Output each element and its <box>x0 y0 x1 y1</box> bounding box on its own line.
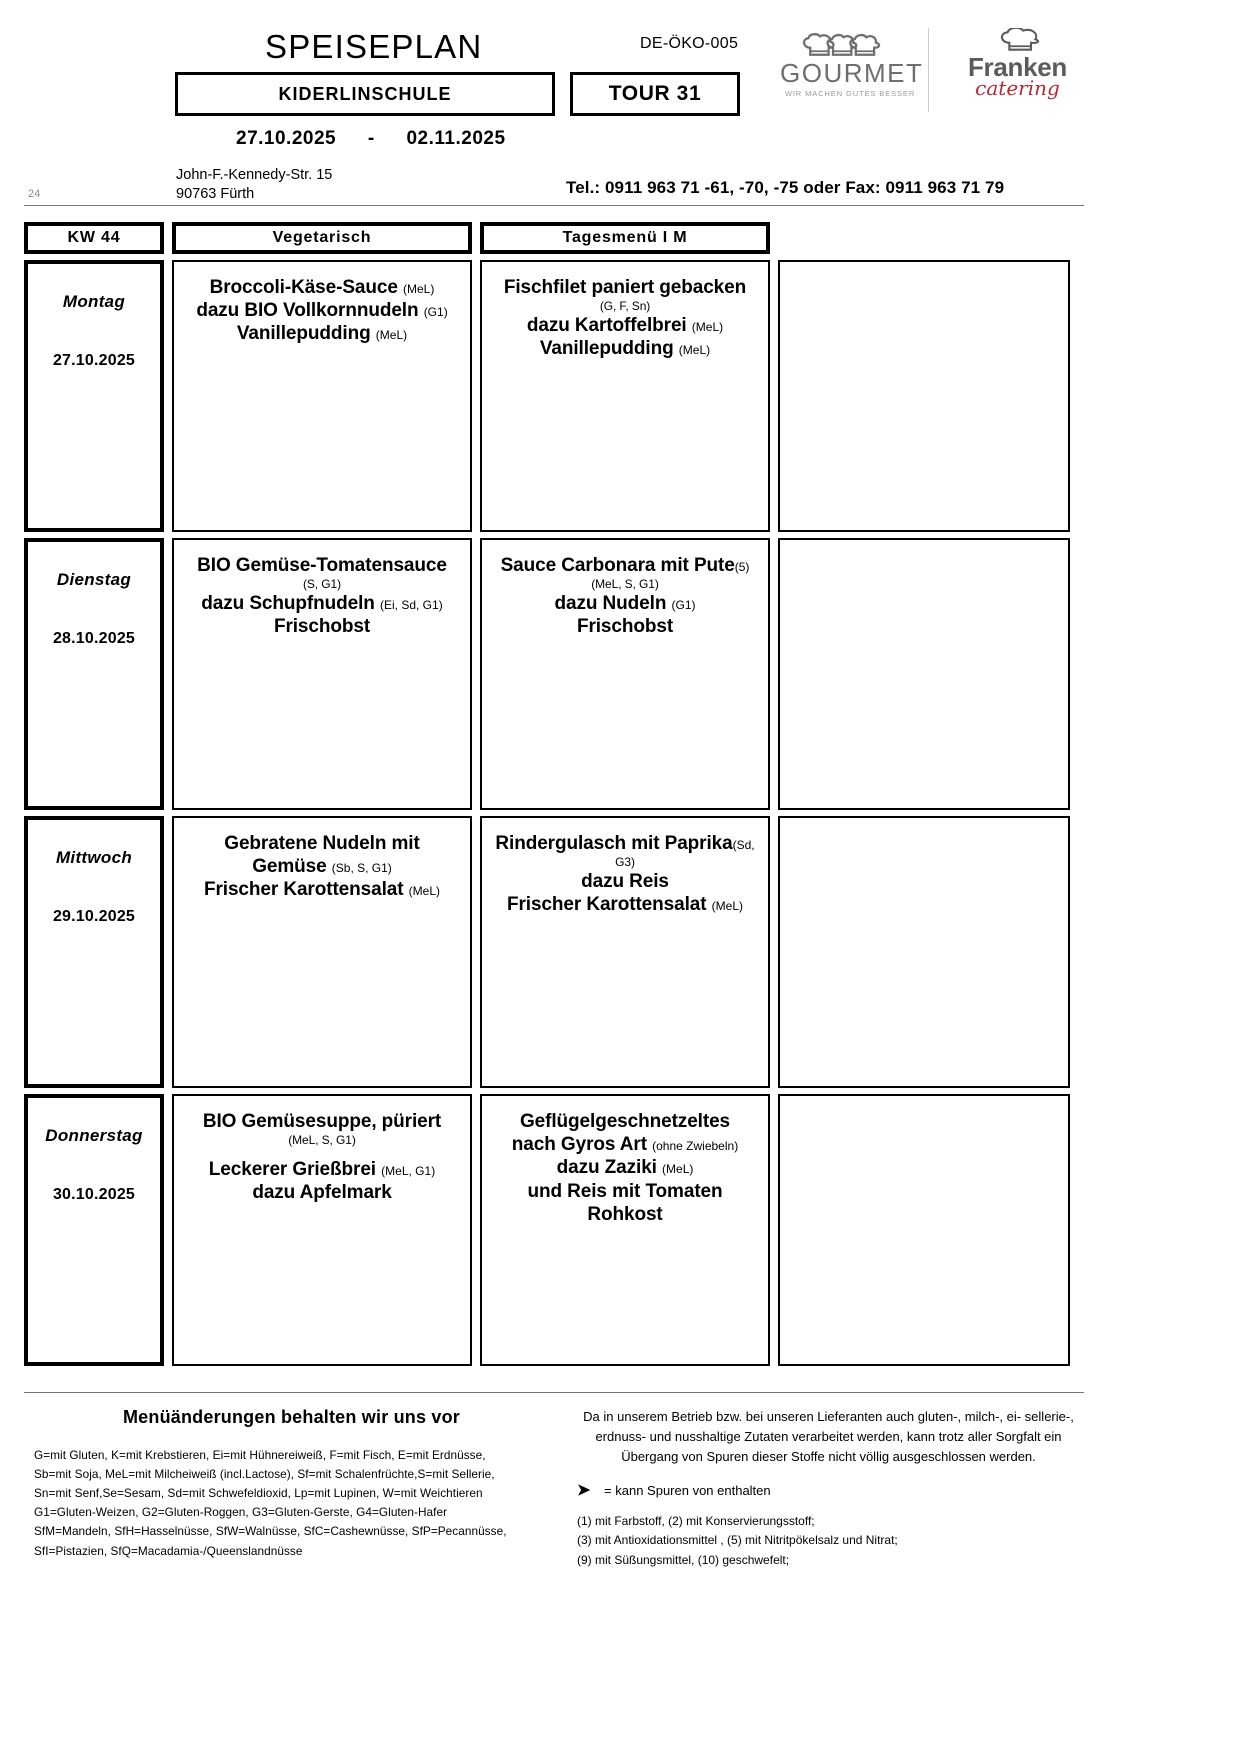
franken-wordmark: Franken <box>967 52 1068 82</box>
dish-item <box>490 1203 760 1226</box>
day-name: Donnerstag <box>45 1126 143 1145</box>
dish-allergens: (G1) <box>671 598 696 613</box>
day-date: 28.10.2025 <box>52 630 136 647</box>
dish-name: dazu Nudeln <box>554 593 667 615</box>
vegetarian-cell-thursday <box>172 1094 472 1366</box>
table-row <box>24 538 1086 810</box>
additive-line: (9) mit Süßungsmittel, (10) geschwefelt; <box>577 1552 790 1567</box>
allergen-legend-section <box>24 1407 549 1570</box>
dailymenu-cell-monday <box>480 260 770 532</box>
extra-cell-thursday <box>778 1094 1070 1366</box>
vegetarian-cell-tuesday <box>172 538 472 810</box>
vegetarian-cell-monday <box>172 260 472 532</box>
dish-allergens: (MeL) <box>711 899 743 914</box>
page-title: SPEISEPLAN <box>265 28 483 65</box>
tour-box <box>570 72 740 116</box>
dish-allergens-secondary: (MeL, S, G1) <box>591 577 659 592</box>
dish-allergens: (MeL, G1) <box>381 1164 436 1179</box>
extra-cell-tuesday <box>778 538 1070 810</box>
dish-item <box>182 276 462 299</box>
dish-allergens: (MeL) <box>403 282 435 296</box>
day-cell-wednesday <box>24 816 164 1088</box>
table-row <box>24 816 1086 1088</box>
dish-allergens: (Sb, S, G1) <box>331 861 392 876</box>
catering-wordmark: catering <box>975 76 1060 100</box>
dish-name: Gemüse <box>252 856 327 878</box>
dailymenu-cell-tuesday <box>480 538 770 810</box>
dish-name: Frischer Karottensalat <box>203 879 404 901</box>
disclaimer-section <box>549 1407 1086 1570</box>
dish-item <box>490 1110 760 1133</box>
legend-line: G=mit Gluten, K=mit Krebstieren, Ei=mit Hühnereiweiß, F=mit Fisch, E=mit Erdnüsse, <box>34 1448 486 1462</box>
dailymenu-cell-wednesday <box>480 816 770 1088</box>
gourmet-tagline: WIR MACHEN GUTES BESSER <box>784 89 916 99</box>
dish-allergens: (G1) <box>423 305 448 320</box>
additive-line: (1) mit Farbstoff, (2) mit Konservierungsstoff; <box>577 1514 815 1529</box>
dish-name: Gebratene Nudeln mit <box>224 833 420 854</box>
tour-label: TOUR 31 <box>608 82 702 105</box>
page-number: 24 <box>28 188 41 200</box>
dish-allergens: (ohne Zwiebeln) <box>652 1139 739 1154</box>
header-divider <box>24 205 1084 206</box>
dish-item <box>490 615 760 638</box>
address-block <box>176 166 332 205</box>
dish-name: Fischfilet paniert gebacken <box>503 277 747 298</box>
dish-name: nach Gyros Art <box>511 1134 647 1156</box>
dish-name: Vanillepudding <box>539 338 674 360</box>
page-header <box>0 0 1240 203</box>
dish-item <box>182 592 462 615</box>
day-cell-thursday <box>24 1094 164 1366</box>
column-header-week <box>24 222 164 254</box>
dish-name: dazu Schupfnudeln <box>201 593 375 615</box>
dailymenu-cell-thursday <box>480 1094 770 1366</box>
logo-divider <box>928 28 929 112</box>
school-name: KIDERLINSCHULE <box>278 83 452 104</box>
eco-certification-label: DE-ÖKO-005 <box>640 35 739 52</box>
dish-item <box>490 1180 760 1203</box>
dish-allergens: (MeL) <box>691 320 724 335</box>
dish-item <box>182 615 462 638</box>
date-dash: - <box>367 128 375 149</box>
school-name-box <box>175 72 555 116</box>
dish-allergens: (Sd, <box>732 838 755 852</box>
dish-item <box>182 1181 462 1204</box>
date-to: 02.11.2025 <box>406 128 506 149</box>
dish-name: BIO Gemüsesuppe, püriert <box>202 1111 442 1132</box>
legend-line: SfM=Mandeln, SfH=Hasselnüsse, SfW=Walnüsse, SfC=Cashewnüsse, SfP=Pecannüsse, <box>34 1524 507 1539</box>
dish-spacer <box>182 1148 462 1158</box>
dish-name: BIO Gemüse-Tomatensauce <box>197 555 447 576</box>
legend-line: G1=Gluten-Weizen, G2=Gluten-Roggen, G3=Gluten-Gerste, G4=Gluten-Hafer <box>34 1505 448 1520</box>
trace-disclaimer: Da in unserem Betrieb bzw. bei unseren Lieferanten auch gluten-, milch-, ei- sellerie-, erdnuss- und nusshaltige Zutaten verarbeitet werden, kann trotz aller Sorgfalt ein Übergang von Spuren dieser Stoffe nicht völlig ausgeschlossen werden. <box>583 1409 1074 1464</box>
dish-name: Rohkost <box>587 1203 663 1225</box>
dish-item <box>182 832 462 855</box>
dish-name: Frischer Karottensalat <box>506 894 707 916</box>
franken-catering-logo <box>945 28 1090 99</box>
dish-item <box>490 893 760 916</box>
day-name: Mittwoch <box>55 848 133 867</box>
dish-allergens: (MeL, S, G1) <box>288 1133 356 1148</box>
column-header-extra <box>778 222 1070 254</box>
dish-name: Sauce Carbonara mit Pute <box>500 555 735 576</box>
dish-allergens: (Ei, Sd, G1) <box>380 598 443 613</box>
dish-allergens: (5) <box>734 560 750 574</box>
menu-table <box>24 222 1086 1372</box>
dish-item <box>490 592 760 615</box>
dish-item <box>490 870 760 893</box>
dish-name: dazu Zaziki <box>556 1157 657 1179</box>
page-footer <box>24 1392 1086 1570</box>
column-header-vegetarian-label: Vegetarisch <box>272 229 372 246</box>
dish-item <box>490 1156 760 1179</box>
address-street: John-F.-Kennedy-Str. 15 <box>176 167 333 183</box>
dish-item <box>490 337 760 360</box>
dish-name: Rindergulasch mit Paprika <box>495 833 733 854</box>
trace-symbol-text: = kann Spuren von enthalten <box>604 1483 771 1499</box>
dish-item <box>490 276 760 314</box>
dish-item <box>490 314 760 337</box>
legend-line: Sb=mit Soja, MeL=mit Milcheiweiß (incl.Lactose), Sf=mit Schalenfrüchte,S=mit Sellerie, <box>34 1467 495 1482</box>
footer-divider <box>24 1392 1084 1393</box>
chef-hats-icon <box>798 32 903 60</box>
dish-name: Frischobst <box>273 616 371 638</box>
dish-name: Leckerer Grießbrei <box>208 1159 376 1181</box>
dish-item <box>182 1158 462 1181</box>
dish-name: und Reis mit Tomaten <box>527 1180 723 1202</box>
legend-line: Sn=mit Senf,Se=Sesam, Sd=mit Schwefeldioxid, Lp=mit Lupinen, W=mit Weichtieren <box>34 1486 483 1501</box>
menu-change-notice: Menüänderungen behalten wir uns vor <box>122 1407 461 1427</box>
extra-cell-wednesday <box>778 816 1070 1088</box>
date-range <box>236 128 506 150</box>
contact-info: Tel.: 0911 963 71 -61, -70, -75 oder Fax: 0911 963 71 79 <box>566 178 1005 197</box>
table-header-row <box>24 222 1086 254</box>
extra-cell-monday <box>778 260 1070 532</box>
day-cell-monday <box>24 260 164 532</box>
dish-allergens: (G, F, Sn) <box>599 299 651 314</box>
dish-allergens: (MeL) <box>662 1162 694 1177</box>
column-header-dailymenu <box>480 222 770 254</box>
day-date: 27.10.2025 <box>52 352 136 369</box>
dish-allergens: (MeL) <box>678 343 711 358</box>
day-date: 30.10.2025 <box>52 1186 136 1203</box>
dish-item <box>182 1110 462 1148</box>
legend-line: SfI=Pistazien, SfQ=Macadamia-/Queenslandnüsse <box>34 1543 303 1558</box>
dish-name: Geflügelgeschnetzeltes <box>519 1111 731 1132</box>
dish-allergens: (S, G1) <box>303 577 341 592</box>
column-header-vegetarian <box>172 222 472 254</box>
dish-name: dazu Reis <box>581 871 669 893</box>
day-name: Montag <box>62 292 126 311</box>
dish-name: dazu BIO Vollkornnudeln <box>196 300 419 322</box>
dish-name: Frischobst <box>576 616 674 638</box>
column-header-week-label: KW 44 <box>67 229 121 246</box>
table-row <box>24 1094 1086 1366</box>
trace-symbol-row <box>571 1480 1086 1500</box>
dish-allergens: (MeL) <box>408 884 440 899</box>
dish-item <box>490 554 760 592</box>
address-city: 90763 Fürth <box>176 186 255 203</box>
day-date: 29.10.2025 <box>52 908 136 925</box>
day-name: Dienstag <box>56 570 132 589</box>
dish-item <box>182 554 462 592</box>
column-header-dailymenu-label: Tagesmenü I M <box>562 229 688 246</box>
dish-allergens: (MeL) <box>375 328 408 343</box>
dish-name: dazu Kartoffelbrei <box>526 315 687 337</box>
day-cell-tuesday <box>24 538 164 810</box>
dish-item <box>182 322 462 345</box>
dish-item <box>182 299 462 322</box>
additive-line: (3) mit Antioxidationsmittel , (5) mit Nitritpökelsalz und Nitrat; <box>577 1533 898 1548</box>
dish-item <box>182 855 462 878</box>
dish-name: dazu Apfelmark <box>252 1182 392 1204</box>
gourmet-wordmark: GOURMET <box>780 58 924 88</box>
vegetarian-cell-wednesday <box>172 816 472 1088</box>
table-row <box>24 260 1086 532</box>
chef-hat-icon <box>992 28 1044 54</box>
date-from: 27.10.2025 <box>236 128 337 149</box>
dish-item <box>182 878 462 901</box>
dish-allergens-secondary: G3) <box>615 855 635 870</box>
dish-name: Vanillepudding <box>236 323 371 345</box>
gourmet-logo <box>780 32 924 99</box>
dish-name: Broccoli-Käse-Sauce <box>209 277 398 298</box>
arrow-icon: ➤ <box>577 1482 591 1500</box>
dish-item <box>490 832 760 870</box>
dish-item <box>490 1133 760 1156</box>
